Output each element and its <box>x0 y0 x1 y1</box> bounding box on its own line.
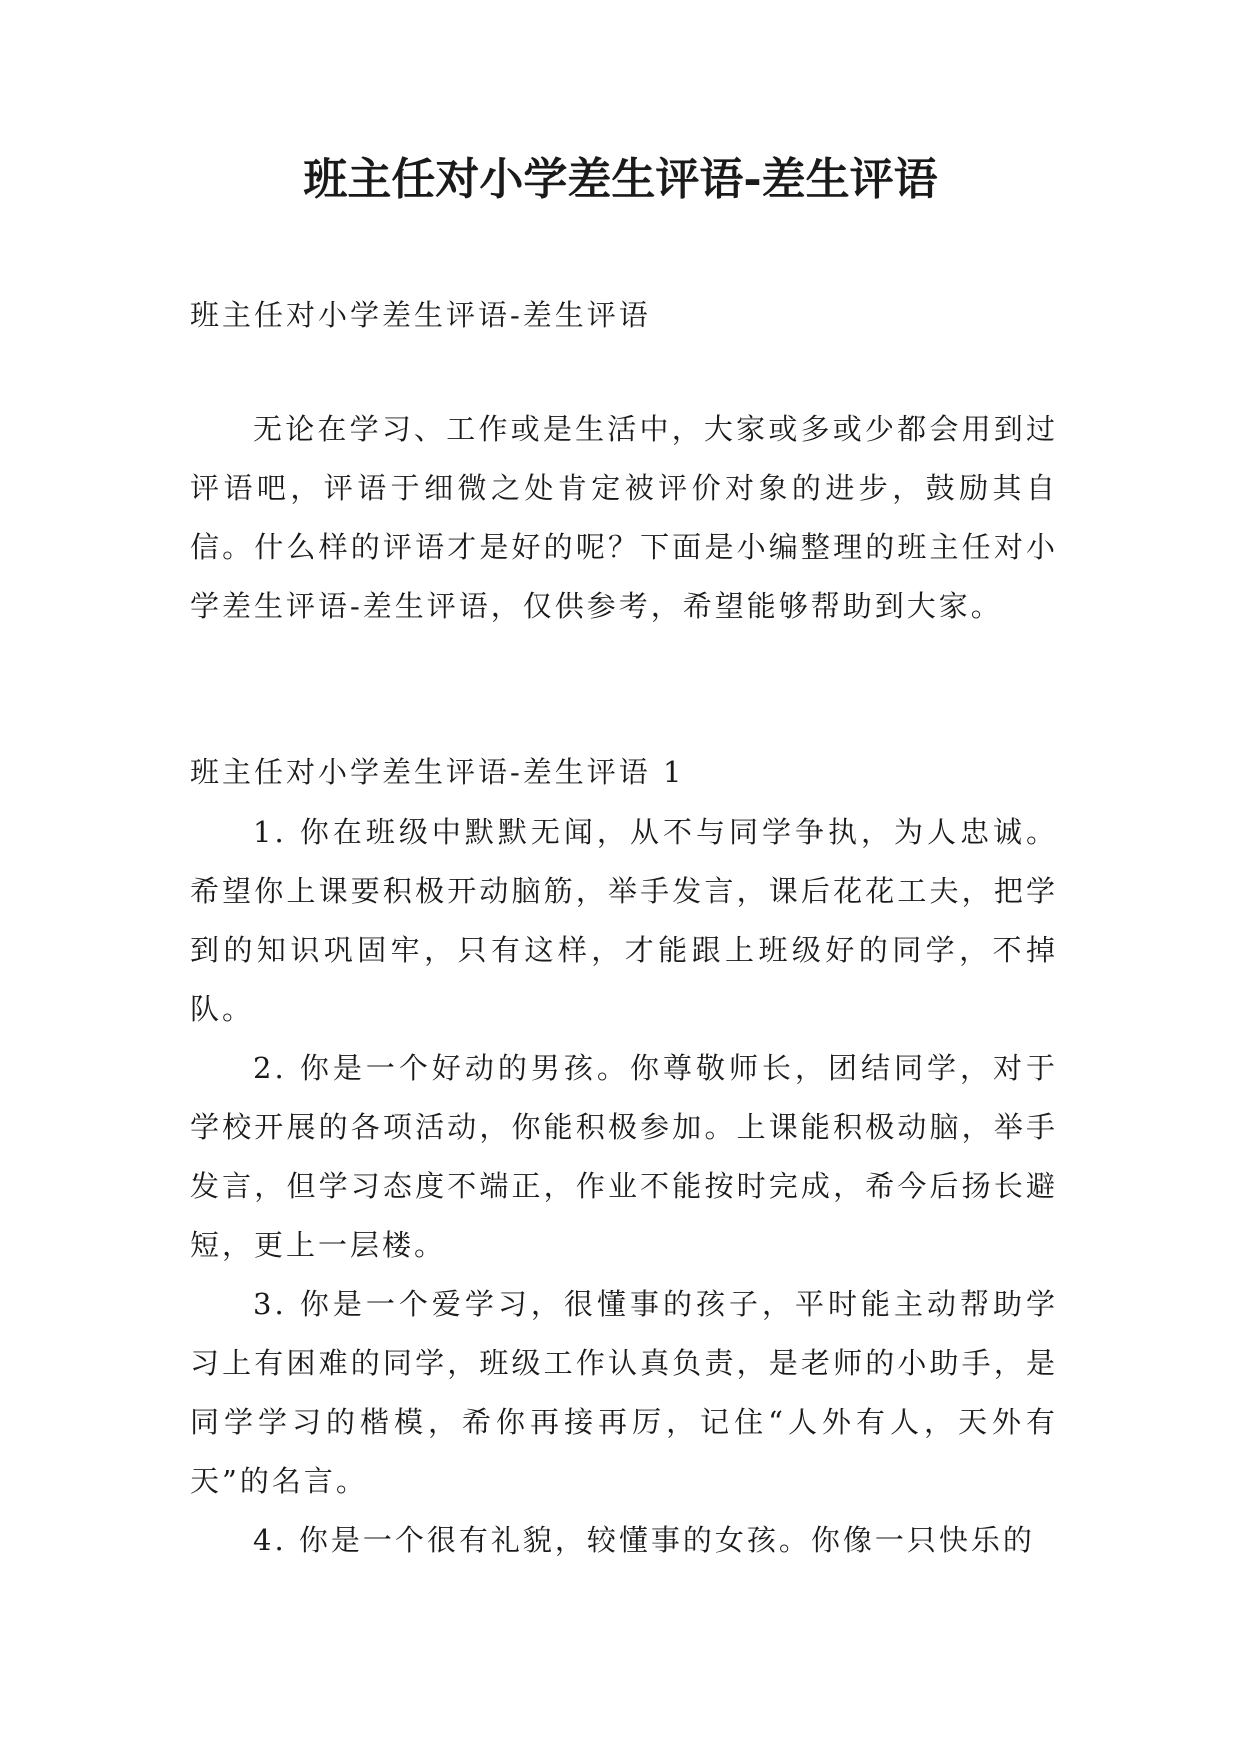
intro-paragraph: 无论在学习、工作或是生活中，大家或多或少都会用到过评语吧，评语于细微之处肯定被评价对象的进步，鼓励其自信。什么样的评语才是好的呢？下面是小编整理的班主任对小学差生评语-差生评语，仅供参考，希望能够帮助到大家。 <box>190 412 1058 623</box>
comment-list <box>190 803 1058 1570</box>
section-heading: 班主任对小学差生评语-差生评语 1 <box>190 755 685 789</box>
document-title: 班主任对小学差生评语-差生评语 <box>303 154 938 205</box>
comment-item-4: 4. 你是一个很有礼貌，较懂事的女孩。你像一只快乐的 <box>253 1523 1035 1557</box>
comment-item-3: 3. 你是一个爱学习，很懂事的孩子，平时能主动帮助学习上有困难的同学，班级工作认真负责，是老师的小助手，是同学学习的楷模，希你再接再厉，记住“人外有人，天外有天”的名言。 <box>190 1287 1058 1498</box>
document-subtitle: 班主任对小学差生评语-差生评语 <box>190 298 651 332</box>
comment-item-2: 2. 你是一个好动的男孩。你尊敬师长，团结同学，对于学校开展的各项活动，你能积极参加。上课能积极动脑，举手发言，但学习态度不端正，作业不能按时完成，希今后扬长避短，更上一层楼。 <box>190 1051 1058 1262</box>
comment-item-1: 1. 你在班级中默默无闻，从不与同学争执，为人忠诚。希望你上课要积极开动脑筋，举手发言，课后花花工夫，把学到的知识巩固牢，只有这样，才能跟上班级好的同学，不掉队。 <box>190 815 1058 1026</box>
